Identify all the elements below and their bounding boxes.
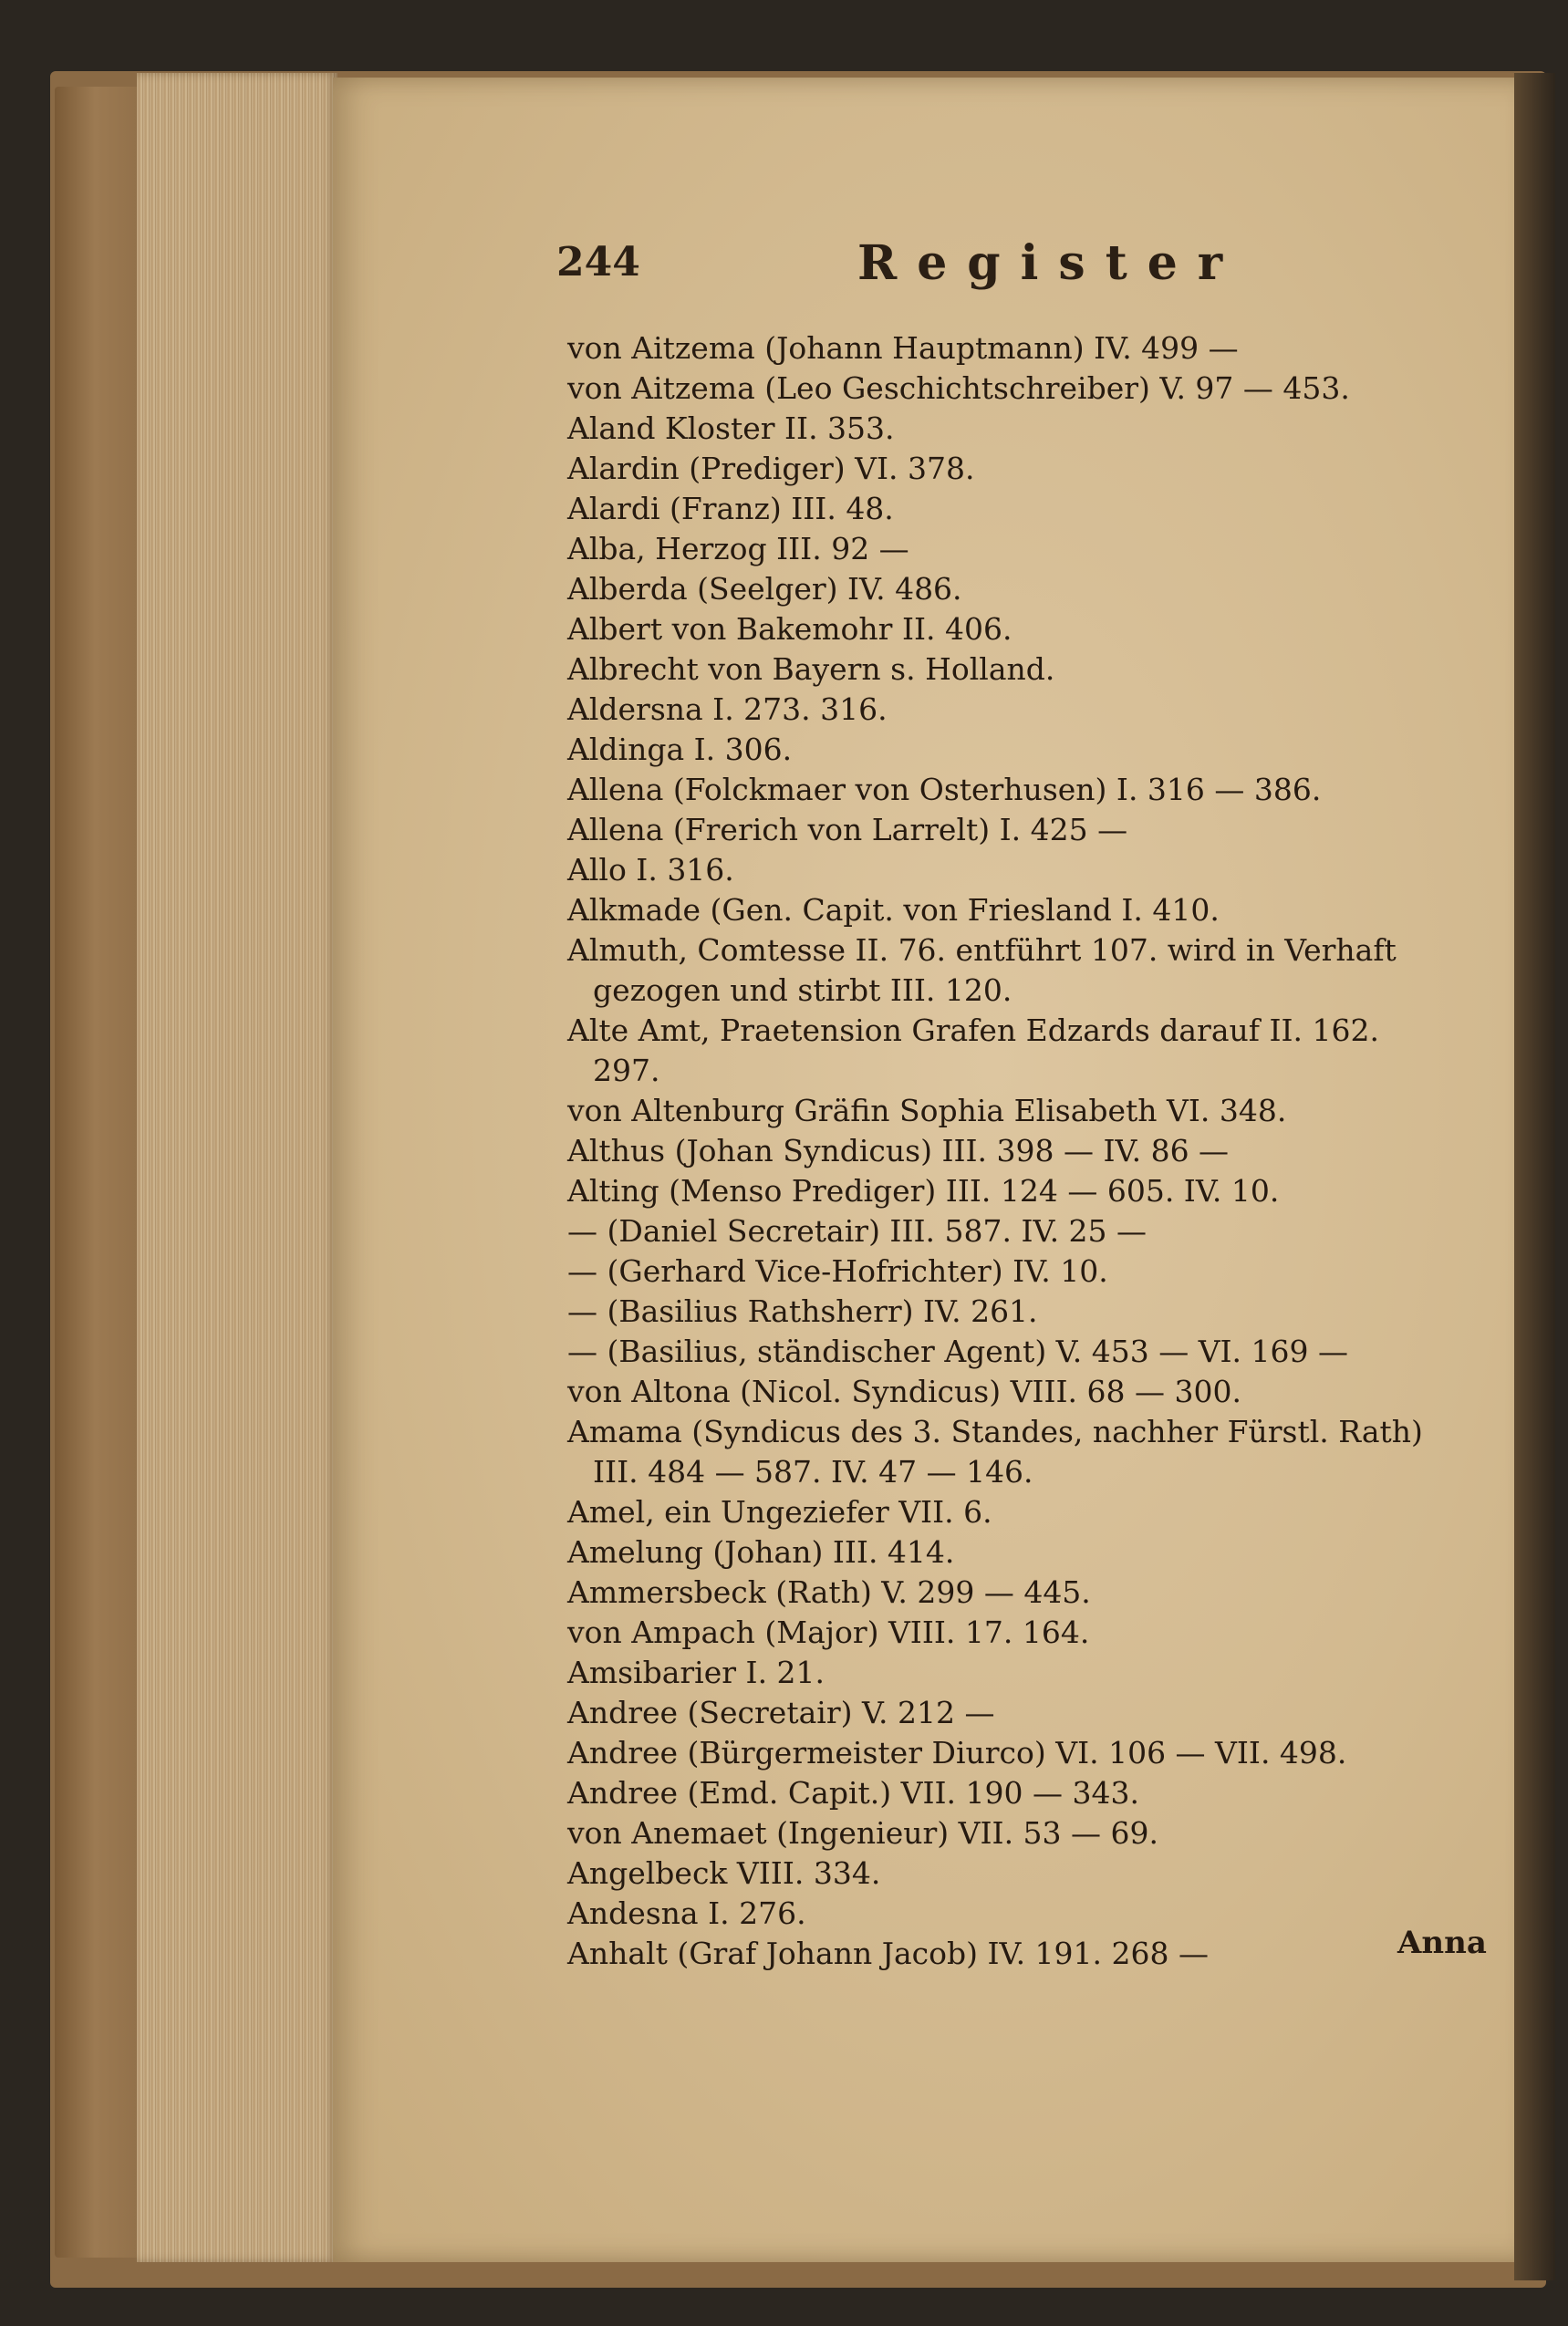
index-entry: Aldersna I. 273. 316. (567, 691, 888, 727)
index-entry: von Altenburg Gräfin Sophia Elisabeth VI. 348. (567, 1093, 1287, 1128)
page-gutter-shadow (1514, 73, 1555, 2280)
index-entry: gezogen und stirbt III. 120. (593, 972, 1012, 1008)
index-entry: Angelbeck VIII. 334. (567, 1855, 881, 1891)
index-entry: Alkmade (Gen. Capit. von Friesland I. 410. (567, 892, 1220, 928)
index-entry: Alba, Herzog III. 92 — (567, 531, 909, 566)
index-entry: Amelung (Johan) III. 414. (567, 1534, 955, 1570)
index-entry: von Aitzema (Leo Geschichtschreiber) V. 97 — 453. (567, 370, 1350, 406)
index-entry: Allo I. 316. (567, 852, 734, 888)
index-entry: Alberda (Seelger) IV. 486. (567, 571, 962, 607)
index-entry: Amsibarier I. 21. (567, 1655, 826, 1690)
index-entry: Aland Kloster II. 353. (567, 410, 895, 446)
index-entry: — (Gerhard Vice-Hofrichter) IV. 10. (567, 1253, 1108, 1289)
index-entry: Aldinga I. 306. (567, 732, 793, 767)
index-entry: Althus (Johan Syndicus) III. 398 — IV. 86 — (567, 1133, 1230, 1168)
page-number: 244 (556, 239, 640, 286)
index-entry: Ammersbeck (Rath) V. 299 — 445. (567, 1574, 1091, 1610)
page-edges (137, 73, 337, 2262)
index-entry: 297. (593, 1053, 660, 1088)
index-entry: Allena (Frerich von Larrelt) I. 425 — (567, 812, 1128, 847)
index-entry: Andree (Emd. Capit.) VII. 190 — 343. (567, 1775, 1139, 1811)
index-entry: von Ampach (Major) VIII. 17. 164. (567, 1615, 1090, 1650)
index-entry: Albert von Bakemohr II. 406. (567, 611, 1012, 647)
index-entry: Albrecht von Bayern s. Holland. (567, 651, 1055, 687)
index-entry: Alardi (Franz) III. 48. (567, 491, 894, 526)
index-entry: von Anemaet (Ingenieur) VII. 53 — 69. (567, 1815, 1158, 1851)
index-entry: Alardin (Prediger) VI. 378. (567, 451, 975, 486)
index-entry: Amama (Syndicus des 3. Standes, nachher Fürstl. Rath) (567, 1414, 1423, 1449)
index-entry: von Altona (Nicol. Syndicus) VIII. 68 — 300. (567, 1374, 1241, 1409)
index-entry: Alte Amt, Praetension Grafen Edzards darauf II. 162. (567, 1012, 1379, 1048)
index-entry: Almuth, Comtesse II. 76. entführt 107. wird in Verhaft (567, 932, 1397, 968)
index-entry: Andesna I. 276. (567, 1895, 806, 1931)
index-entry: — (Basilius, ständischer Agent) V. 453 — VI. 169 — (567, 1334, 1349, 1369)
index-entry: — (Basilius Rathsherr) IV. 261. (567, 1293, 1038, 1329)
index-entries (567, 328, 1489, 1974)
index-entry: von Aitzema (Johann Hauptmann) IV. 499 — (567, 330, 1239, 366)
page-header (556, 235, 1243, 303)
index-entry: Amel, ein Ungeziefer VII. 6. (567, 1494, 992, 1530)
catchword: Anna (1397, 1925, 1487, 1961)
index-entry: Alting (Menso Prediger) III. 124 — 605. IV. 10. (567, 1173, 1280, 1209)
index-entry: — (Daniel Secretair) III. 587. IV. 25 — (567, 1213, 1147, 1249)
index-entry: Anhalt (Graf Johann Jacob) IV. 191. 268 — (567, 1936, 1209, 1971)
running-title: Register (857, 235, 1243, 291)
index-entry: Andree (Bürgermeister Diurco) VI. 106 — VII. 498. (567, 1735, 1347, 1770)
index-entry: Andree (Secretair) V. 212 — (567, 1695, 995, 1730)
index-entry: Allena (Folckmaer von Osterhusen) I. 316 — 386. (567, 772, 1322, 807)
index-entry: III. 484 — 587. IV. 47 — 146. (593, 1454, 1033, 1490)
